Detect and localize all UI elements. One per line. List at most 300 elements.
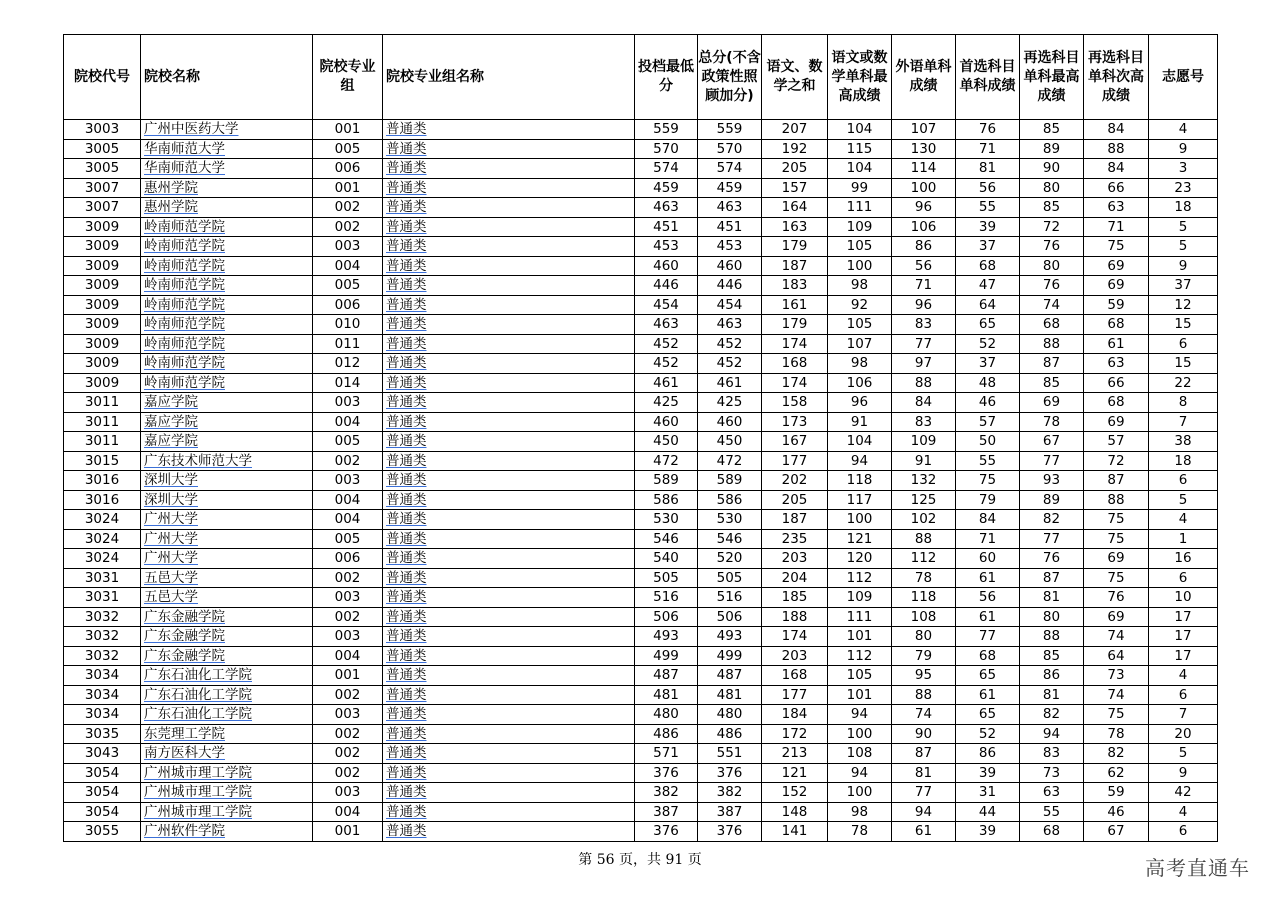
cell-group-code: 005	[313, 139, 383, 159]
cell-elective-max: 88	[1020, 627, 1084, 647]
cell-group-name: 普通类	[383, 393, 635, 413]
cell-min-score: 574	[635, 159, 698, 179]
cell-preference-no: 9	[1149, 763, 1218, 783]
cell-elective-max: 85	[1020, 373, 1084, 393]
cell-total-score: 459	[698, 178, 762, 198]
cell-min-score: 376	[635, 763, 698, 783]
cell-elective-max: 80	[1020, 178, 1084, 198]
cell-preference-no: 9	[1149, 256, 1218, 276]
cell-min-score: 452	[635, 334, 698, 354]
cell-elective-max: 78	[1020, 412, 1084, 432]
cell-chinese-math-max: 121	[828, 529, 892, 549]
cell-elective-max: 72	[1020, 217, 1084, 237]
cell-elective-max: 69	[1020, 393, 1084, 413]
cell-elective-second: 69	[1084, 607, 1149, 627]
cell-chinese-math-sum: 168	[762, 354, 828, 374]
cell-school-name: 广东石油化工学院	[141, 705, 313, 725]
cell-min-score: 480	[635, 705, 698, 725]
cell-school-code: 3035	[64, 724, 141, 744]
cell-chinese-math-sum: 174	[762, 627, 828, 647]
cell-chinese-math-sum: 188	[762, 607, 828, 627]
table-row	[64, 549, 1218, 569]
cell-group-code: 002	[313, 607, 383, 627]
cell-first-subject: 46	[956, 393, 1020, 413]
table-body	[64, 120, 1218, 842]
cell-elective-max: 87	[1020, 354, 1084, 374]
cell-foreign-language: 118	[892, 588, 956, 608]
cell-chinese-math-sum: 168	[762, 666, 828, 686]
cell-total-score: 487	[698, 666, 762, 686]
cell-first-subject: 61	[956, 568, 1020, 588]
cell-chinese-math-sum: 184	[762, 705, 828, 725]
cell-chinese-math-max: 117	[828, 490, 892, 510]
cell-school-code: 3031	[64, 568, 141, 588]
cell-total-score: 530	[698, 510, 762, 530]
cell-preference-no: 5	[1149, 237, 1218, 257]
cell-foreign-language: 107	[892, 120, 956, 140]
cell-school-code: 3034	[64, 685, 141, 705]
cell-total-score: 461	[698, 373, 762, 393]
cell-school-name: 嘉应学院	[141, 412, 313, 432]
cell-group-code: 002	[313, 217, 383, 237]
cell-chinese-math-max: 105	[828, 666, 892, 686]
cell-foreign-language: 78	[892, 568, 956, 588]
cell-foreign-language: 91	[892, 451, 956, 471]
cell-min-score: 453	[635, 237, 698, 257]
cell-chinese-math-max: 109	[828, 588, 892, 608]
cell-preference-no: 5	[1149, 490, 1218, 510]
cell-school-code: 3005	[64, 139, 141, 159]
cell-foreign-language: 56	[892, 256, 956, 276]
cell-group-name: 普通类	[383, 373, 635, 393]
cell-min-score: 460	[635, 412, 698, 432]
cell-elective-second: 66	[1084, 178, 1149, 198]
cell-elective-max: 80	[1020, 607, 1084, 627]
cell-total-score: 589	[698, 471, 762, 491]
cell-group-code: 012	[313, 354, 383, 374]
cell-school-code: 3015	[64, 451, 141, 471]
cell-elective-max: 68	[1020, 315, 1084, 335]
cell-first-subject: 56	[956, 178, 1020, 198]
cell-school-name: 南方医科大学	[141, 744, 313, 764]
cell-chinese-math-sum: 121	[762, 763, 828, 783]
cell-preference-no: 4	[1149, 802, 1218, 822]
cell-chinese-math-sum: 187	[762, 510, 828, 530]
cell-elective-max: 74	[1020, 295, 1084, 315]
cell-elective-second: 62	[1084, 763, 1149, 783]
cell-chinese-math-max: 112	[828, 646, 892, 666]
cell-school-code: 3034	[64, 705, 141, 725]
cell-elective-max: 82	[1020, 705, 1084, 725]
table-row	[64, 334, 1218, 354]
cell-chinese-math-max: 120	[828, 549, 892, 569]
cell-chinese-math-max: 96	[828, 393, 892, 413]
cell-preference-no: 16	[1149, 549, 1218, 569]
cell-group-code: 002	[313, 451, 383, 471]
cell-min-score: 460	[635, 256, 698, 276]
cell-group-name: 普通类	[383, 646, 635, 666]
cell-group-code: 003	[313, 237, 383, 257]
cell-first-subject: 56	[956, 588, 1020, 608]
cell-elective-max: 68	[1020, 822, 1084, 842]
cell-group-code: 010	[313, 315, 383, 335]
cell-preference-no: 6	[1149, 568, 1218, 588]
cell-min-score: 530	[635, 510, 698, 530]
cell-school-name: 广州软件学院	[141, 822, 313, 842]
cell-chinese-math-sum: 161	[762, 295, 828, 315]
admission-score-table	[63, 34, 1218, 842]
cell-group-code: 003	[313, 783, 383, 803]
cell-preference-no: 17	[1149, 627, 1218, 647]
cell-group-name: 普通类	[383, 490, 635, 510]
cell-preference-no: 22	[1149, 373, 1218, 393]
cell-elective-max: 81	[1020, 588, 1084, 608]
cell-foreign-language: 81	[892, 763, 956, 783]
cell-chinese-math-sum: 174	[762, 373, 828, 393]
cell-group-name: 普通类	[383, 685, 635, 705]
cell-group-code: 005	[313, 432, 383, 452]
cell-preference-no: 12	[1149, 295, 1218, 315]
cell-total-score: 446	[698, 276, 762, 296]
cell-school-name: 岭南师范学院	[141, 334, 313, 354]
header-chinese-math-max: 语文或数学单科最高成绩	[828, 35, 892, 120]
table-row	[64, 607, 1218, 627]
cell-group-name: 普通类	[383, 198, 635, 218]
cell-elective-max: 94	[1020, 724, 1084, 744]
cell-group-name: 普通类	[383, 549, 635, 569]
cell-preference-no: 9	[1149, 139, 1218, 159]
cell-preference-no: 5	[1149, 217, 1218, 237]
cell-school-code: 3055	[64, 822, 141, 842]
cell-total-score: 376	[698, 763, 762, 783]
cell-school-code: 3054	[64, 763, 141, 783]
cell-school-code: 3043	[64, 744, 141, 764]
cell-elective-second: 69	[1084, 276, 1149, 296]
cell-elective-max: 86	[1020, 666, 1084, 686]
cell-group-code: 001	[313, 120, 383, 140]
cell-elective-max: 77	[1020, 451, 1084, 471]
cell-min-score: 463	[635, 198, 698, 218]
cell-min-score: 516	[635, 588, 698, 608]
cell-school-code: 3009	[64, 276, 141, 296]
cell-elective-max: 90	[1020, 159, 1084, 179]
cell-school-code: 3034	[64, 666, 141, 686]
table-row	[64, 237, 1218, 257]
cell-school-code: 3005	[64, 159, 141, 179]
cell-elective-max: 73	[1020, 763, 1084, 783]
cell-elective-max: 85	[1020, 198, 1084, 218]
cell-preference-no: 6	[1149, 334, 1218, 354]
cell-chinese-math-sum: 163	[762, 217, 828, 237]
cell-elective-max: 85	[1020, 120, 1084, 140]
cell-first-subject: 39	[956, 763, 1020, 783]
table-row	[64, 276, 1218, 296]
cell-group-code: 004	[313, 412, 383, 432]
cell-school-name: 嘉应学院	[141, 393, 313, 413]
cell-first-subject: 48	[956, 373, 1020, 393]
cell-group-code: 002	[313, 744, 383, 764]
cell-total-score: 451	[698, 217, 762, 237]
cell-preference-no: 6	[1149, 822, 1218, 842]
cell-chinese-math-sum: 185	[762, 588, 828, 608]
cell-school-name: 岭南师范学院	[141, 217, 313, 237]
cell-min-score: 540	[635, 549, 698, 569]
cell-elective-second: 57	[1084, 432, 1149, 452]
cell-chinese-math-sum: 141	[762, 822, 828, 842]
cell-group-name: 普通类	[383, 237, 635, 257]
cell-elective-second: 59	[1084, 295, 1149, 315]
cell-elective-max: 76	[1020, 549, 1084, 569]
cell-chinese-math-max: 108	[828, 744, 892, 764]
cell-foreign-language: 86	[892, 237, 956, 257]
cell-school-name: 深圳大学	[141, 490, 313, 510]
cell-min-score: 493	[635, 627, 698, 647]
cell-total-score: 516	[698, 588, 762, 608]
table-row	[64, 217, 1218, 237]
cell-preference-no: 3	[1149, 159, 1218, 179]
cell-elective-max: 81	[1020, 685, 1084, 705]
cell-elective-second: 66	[1084, 373, 1149, 393]
cell-preference-no: 1	[1149, 529, 1218, 549]
cell-chinese-math-sum: 202	[762, 471, 828, 491]
cell-min-score: 481	[635, 685, 698, 705]
cell-total-score: 551	[698, 744, 762, 764]
cell-chinese-math-sum: 192	[762, 139, 828, 159]
header-school-name: 院校名称	[141, 35, 313, 120]
cell-school-code: 3024	[64, 549, 141, 569]
cell-elective-max: 89	[1020, 490, 1084, 510]
cell-total-score: 452	[698, 354, 762, 374]
cell-school-name: 广州城市理工学院	[141, 783, 313, 803]
cell-school-name: 广州大学	[141, 529, 313, 549]
cell-first-subject: 39	[956, 217, 1020, 237]
cell-first-subject: 61	[956, 685, 1020, 705]
cell-total-score: 450	[698, 432, 762, 452]
cell-group-name: 普通类	[383, 627, 635, 647]
cell-group-name: 普通类	[383, 276, 635, 296]
cell-first-subject: 55	[956, 198, 1020, 218]
cell-school-code: 3009	[64, 373, 141, 393]
table-row	[64, 178, 1218, 198]
table-row	[64, 802, 1218, 822]
cell-school-name: 华南师范大学	[141, 139, 313, 159]
table-row	[64, 432, 1218, 452]
cell-school-name: 广州大学	[141, 549, 313, 569]
cell-first-subject: 64	[956, 295, 1020, 315]
cell-group-name: 普通类	[383, 432, 635, 452]
cell-group-code: 002	[313, 763, 383, 783]
cell-elective-second: 88	[1084, 139, 1149, 159]
cell-elective-max: 83	[1020, 744, 1084, 764]
table-row	[64, 315, 1218, 335]
cell-chinese-math-max: 94	[828, 705, 892, 725]
cell-chinese-math-sum: 183	[762, 276, 828, 296]
table-row	[64, 529, 1218, 549]
cell-group-code: 006	[313, 549, 383, 569]
cell-preference-no: 17	[1149, 646, 1218, 666]
table-row	[64, 256, 1218, 276]
cell-school-code: 3011	[64, 393, 141, 413]
cell-min-score: 382	[635, 783, 698, 803]
cell-first-subject: 31	[956, 783, 1020, 803]
cell-foreign-language: 130	[892, 139, 956, 159]
cell-school-code: 3009	[64, 256, 141, 276]
cell-first-subject: 76	[956, 120, 1020, 140]
cell-first-subject: 61	[956, 607, 1020, 627]
cell-preference-no: 42	[1149, 783, 1218, 803]
cell-chinese-math-sum: 235	[762, 529, 828, 549]
cell-chinese-math-max: 105	[828, 237, 892, 257]
cell-group-name: 普通类	[383, 529, 635, 549]
cell-elective-second: 75	[1084, 568, 1149, 588]
cell-elective-max: 76	[1020, 276, 1084, 296]
cell-first-subject: 52	[956, 724, 1020, 744]
cell-school-code: 3024	[64, 510, 141, 530]
cell-chinese-math-max: 101	[828, 685, 892, 705]
cell-foreign-language: 109	[892, 432, 956, 452]
cell-school-code: 3032	[64, 627, 141, 647]
table-row	[64, 568, 1218, 588]
cell-foreign-language: 114	[892, 159, 956, 179]
cell-chinese-math-sum: 158	[762, 393, 828, 413]
table-row	[64, 685, 1218, 705]
cell-school-code: 3032	[64, 607, 141, 627]
cell-group-code: 006	[313, 159, 383, 179]
cell-chinese-math-sum: 205	[762, 490, 828, 510]
cell-elective-max: 87	[1020, 568, 1084, 588]
cell-preference-no: 37	[1149, 276, 1218, 296]
cell-foreign-language: 74	[892, 705, 956, 725]
cell-group-code: 004	[313, 646, 383, 666]
cell-elective-max: 85	[1020, 646, 1084, 666]
cell-total-score: 499	[698, 646, 762, 666]
cell-min-score: 463	[635, 315, 698, 335]
cell-min-score: 450	[635, 432, 698, 452]
cell-group-code: 011	[313, 334, 383, 354]
cell-elective-second: 67	[1084, 822, 1149, 842]
cell-chinese-math-max: 109	[828, 217, 892, 237]
cell-foreign-language: 79	[892, 646, 956, 666]
cell-school-name: 岭南师范学院	[141, 295, 313, 315]
cell-elective-second: 76	[1084, 588, 1149, 608]
cell-chinese-math-sum: 173	[762, 412, 828, 432]
table-row	[64, 412, 1218, 432]
cell-total-score: 453	[698, 237, 762, 257]
cell-group-name: 普通类	[383, 666, 635, 686]
cell-school-name: 五邑大学	[141, 568, 313, 588]
cell-chinese-math-sum: 157	[762, 178, 828, 198]
table-row	[64, 198, 1218, 218]
cell-group-code: 001	[313, 822, 383, 842]
cell-min-score: 559	[635, 120, 698, 140]
cell-elective-second: 61	[1084, 334, 1149, 354]
cell-school-code: 3016	[64, 471, 141, 491]
cell-first-subject: 86	[956, 744, 1020, 764]
cell-total-score: 481	[698, 685, 762, 705]
cell-elective-second: 87	[1084, 471, 1149, 491]
cell-group-code: 014	[313, 373, 383, 393]
cell-group-name: 普通类	[383, 120, 635, 140]
cell-school-code: 3009	[64, 295, 141, 315]
header-school-code: 院校代号	[64, 35, 141, 120]
cell-group-name: 普通类	[383, 315, 635, 335]
cell-foreign-language: 77	[892, 783, 956, 803]
cell-elective-second: 84	[1084, 159, 1149, 179]
cell-chinese-math-sum: 203	[762, 646, 828, 666]
cell-elective-second: 84	[1084, 120, 1149, 140]
cell-first-subject: 52	[956, 334, 1020, 354]
cell-group-name: 普通类	[383, 471, 635, 491]
cell-elective-max: 80	[1020, 256, 1084, 276]
cell-group-name: 普通类	[383, 159, 635, 179]
cell-chinese-math-max: 115	[828, 139, 892, 159]
cell-total-score: 570	[698, 139, 762, 159]
cell-school-name: 华南师范大学	[141, 159, 313, 179]
cell-school-code: 3007	[64, 178, 141, 198]
cell-total-score: 546	[698, 529, 762, 549]
cell-school-code: 3009	[64, 354, 141, 374]
cell-elective-second: 71	[1084, 217, 1149, 237]
cell-foreign-language: 94	[892, 802, 956, 822]
cell-foreign-language: 132	[892, 471, 956, 491]
header-elective-max: 再选科目单科最高成绩	[1020, 35, 1084, 120]
cell-first-subject: 79	[956, 490, 1020, 510]
cell-group-name: 普通类	[383, 354, 635, 374]
cell-elective-max: 82	[1020, 510, 1084, 530]
cell-total-score: 505	[698, 568, 762, 588]
header-first-subject: 首选科目单科成绩	[956, 35, 1020, 120]
cell-chinese-math-sum: 213	[762, 744, 828, 764]
cell-preference-no: 23	[1149, 178, 1218, 198]
cell-group-code: 002	[313, 685, 383, 705]
cell-foreign-language: 97	[892, 354, 956, 374]
cell-elective-max: 93	[1020, 471, 1084, 491]
cell-school-code: 3007	[64, 198, 141, 218]
cell-elective-second: 59	[1084, 783, 1149, 803]
cell-preference-no: 17	[1149, 607, 1218, 627]
cell-chinese-math-sum: 172	[762, 724, 828, 744]
cell-total-score: 460	[698, 256, 762, 276]
header-group-name: 院校专业组名称	[383, 35, 635, 120]
cell-elective-second: 69	[1084, 412, 1149, 432]
cell-group-code: 004	[313, 490, 383, 510]
cell-min-score: 586	[635, 490, 698, 510]
table-header-row	[64, 35, 1218, 120]
cell-elective-second: 73	[1084, 666, 1149, 686]
cell-school-name: 惠州学院	[141, 198, 313, 218]
cell-school-code: 3016	[64, 490, 141, 510]
cell-first-subject: 65	[956, 315, 1020, 335]
cell-foreign-language: 84	[892, 393, 956, 413]
cell-min-score: 459	[635, 178, 698, 198]
cell-group-name: 普通类	[383, 783, 635, 803]
cell-elective-max: 76	[1020, 237, 1084, 257]
cell-group-code: 003	[313, 471, 383, 491]
cell-preference-no: 7	[1149, 412, 1218, 432]
cell-school-name: 广州城市理工学院	[141, 763, 313, 783]
cell-group-name: 普通类	[383, 334, 635, 354]
cell-total-score: 463	[698, 198, 762, 218]
cell-chinese-math-sum: 177	[762, 451, 828, 471]
cell-chinese-math-max: 111	[828, 607, 892, 627]
cell-foreign-language: 106	[892, 217, 956, 237]
cell-group-code: 006	[313, 295, 383, 315]
cell-chinese-math-max: 111	[828, 198, 892, 218]
cell-elective-second: 74	[1084, 685, 1149, 705]
cell-chinese-math-sum: 174	[762, 334, 828, 354]
cell-chinese-math-max: 98	[828, 354, 892, 374]
cell-elective-second: 63	[1084, 198, 1149, 218]
